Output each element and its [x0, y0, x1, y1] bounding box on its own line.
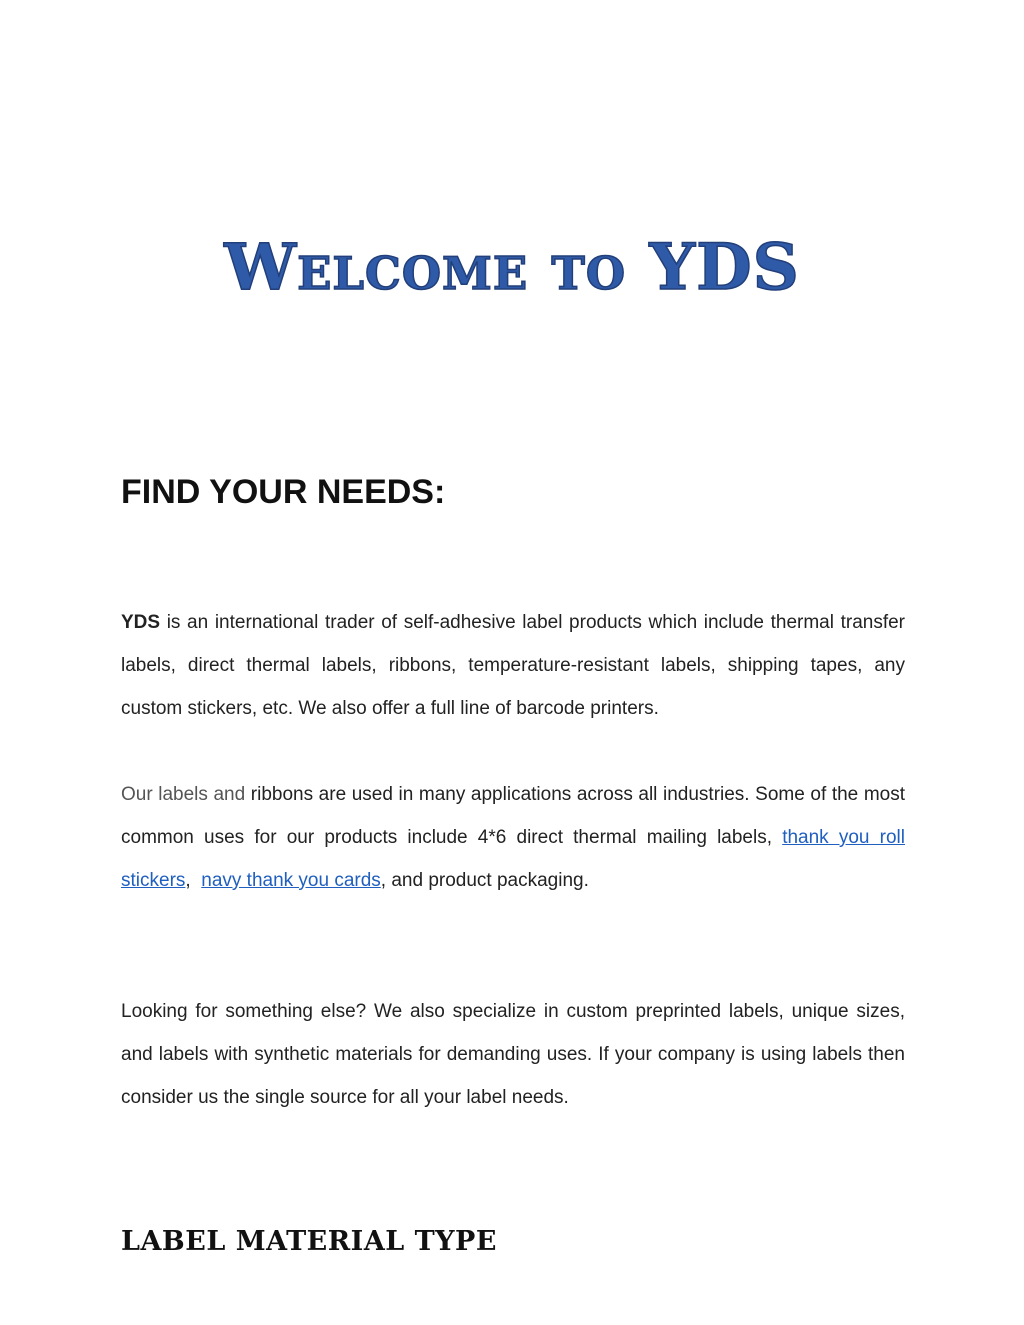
page-title: Welcome to YDS: [224, 230, 800, 305]
section-heading: FIND YOUR NEEDS:: [121, 473, 446, 511]
applications-lead: Our labels and: [121, 784, 246, 805]
applications-text-end: , and product packaging.: [380, 870, 589, 891]
link-separator: ,: [185, 870, 202, 891]
label-material-type-heading: LABEL MATERIAL TYPE: [121, 1226, 497, 1257]
applications-paragraph: [121, 773, 905, 902]
navy-thank-you-cards-link[interactable]: navy thank you cards: [201, 870, 381, 891]
applications-text: ribbons are used in many applications across all industries. Some of the most common uses for our products include 4*6 direct thermal mailing labels,: [121, 784, 905, 848]
intro-paragraph: [121, 601, 905, 730]
thank-you-roll-stickers-link[interactable]: thank you roll stickers: [121, 827, 906, 891]
intro-text: is an international trader of self-adhesive label products which include thermal transfer labels, direct thermal labels, ribbons, temperature-resistant labels, shipping tapes, any custom stickers, etc. We also offer a full line of barcode printers.: [121, 612, 905, 719]
specialty-paragraph: Looking for something else? We also specialize in custom preprinted labels, unique sizes, and labels with synthetic materials for demanding uses. If your company is using labels then consider us the single source for all your label needs.: [121, 1001, 905, 1108]
brand-name: YDS: [121, 612, 161, 633]
